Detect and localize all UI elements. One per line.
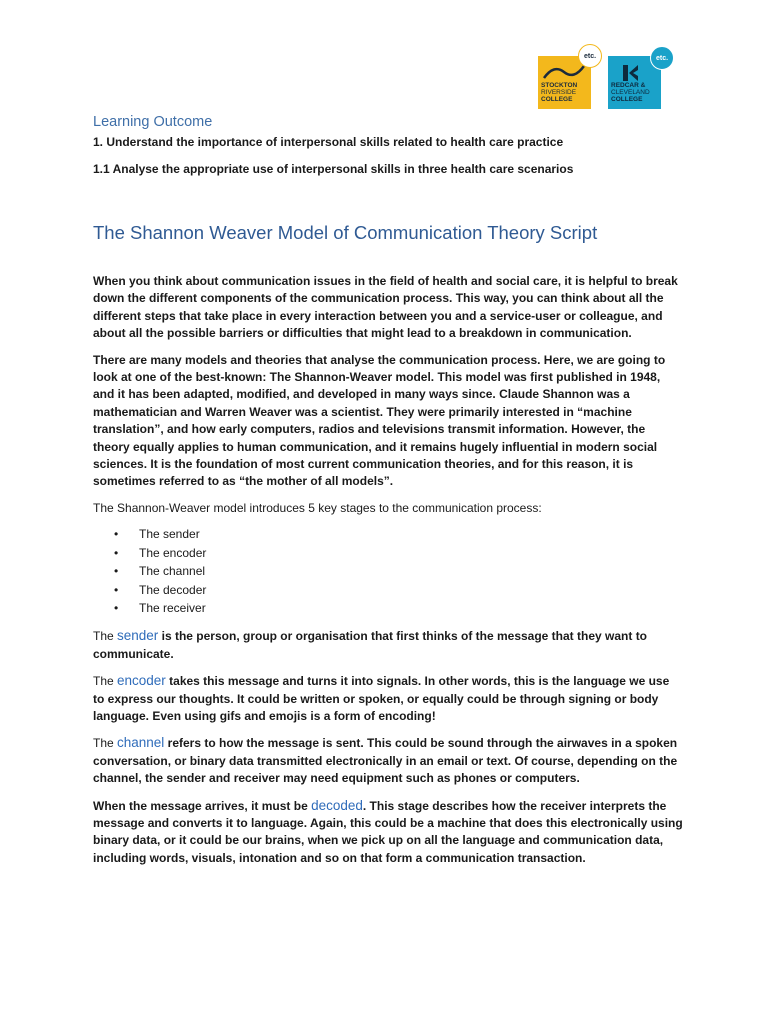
document-body (93, 273, 683, 876)
list-item: • The sender (139, 526, 683, 543)
redcar-logo-text: REDCAR & CLEVELAND COLLEGE (611, 82, 650, 103)
channel-keyword: channel (117, 735, 165, 751)
document-title: The Shannon Weaver Model of Communication Theory Script (93, 222, 598, 243)
learning-outcome-1: 1. Understand the importance of interpersonal skills related to health care practice (93, 135, 564, 149)
stockton-etc-badge: etc. (578, 44, 602, 68)
stages-list (93, 526, 683, 617)
stockton-arc-icon (542, 62, 586, 80)
college-logos (538, 44, 678, 114)
encoder-paragraph: The encoder takes this message and turns it into signals. In other words, this is the language we use to express our thoughts. It could be written or spoken, or equally could be through signing or body language. Even using gifs and emojis is a form of encoding! (93, 673, 670, 723)
sender-paragraph: The sender is the person, group or organisation that first thinks of the message that they want to communicate. (93, 628, 648, 661)
redcar-mark-icon (622, 64, 640, 82)
stages-intro-paragraph: The Shannon-Weaver model introduces 5 key stages to the communication process: (93, 500, 542, 515)
channel-paragraph: The channel refers to how the message is sent. This could be sound through the airwaves in a spoken conversation, or binary data transmitted electronically in an email or text. Of course, depending on the channel, the sender and receiver may need equipment such as phones or computers. (93, 735, 678, 786)
list-item: • The receiver (139, 600, 683, 617)
stockton-logo-text: STOCKTON RIVERSIDE COLLEGE (541, 82, 578, 103)
learning-outcome-heading: Learning Outcome (93, 114, 213, 130)
decoded-paragraph: When the message arrives, it must be decoded. This stage describes how the receiver interprets the message and converts it to language. Again, this could be a machine that does this electronically using binary data, or it could be our brains, when we pick up on all the language and communication data, including words, visuals, intonation and so on that form a communication transaction. (93, 797, 683, 865)
encoder-keyword: encoder (117, 673, 166, 689)
learning-outcome-1-1: 1.1 Analyse the appropriate use of interpersonal skills in three health care scenarios (93, 162, 574, 176)
list-item: • The encoder (139, 545, 683, 562)
list-item: • The decoder (139, 582, 683, 599)
intro-paragraph: When you think about communication issues in the field of health and social care, it is helpful to break down the different components of the communication process. This way, you can think about all the different steps that take place in every interaction between you and a service-user or colleague, and about all the possible barriers or difficulties that might lead to a breakdown in communication. (93, 274, 678, 341)
decoded-keyword: decoded (311, 797, 363, 813)
list-item: • The channel (139, 563, 683, 580)
redcar-etc-badge: etc. (650, 46, 674, 70)
sender-keyword: sender (117, 628, 159, 644)
models-paragraph: There are many models and theories that analyse the communication process. Here, we are going to look at one of the best-known: The Shannon-Weaver model. This model was first published in 1948, and it has been adapted, modified, and developed in many ways since. Claude Shannon was a mathematician and Warren Weaver was a scientist. They were primarily interested in “machine translation”, and how early computers, radios and televisions transmit information. However, the theory equally applies to human communication, and it remains hugely influential in modern social sciences. It is the foundation of most current communication theories, and for this reason, it is sometimes referred to as “the mother of all models”. (93, 352, 666, 489)
